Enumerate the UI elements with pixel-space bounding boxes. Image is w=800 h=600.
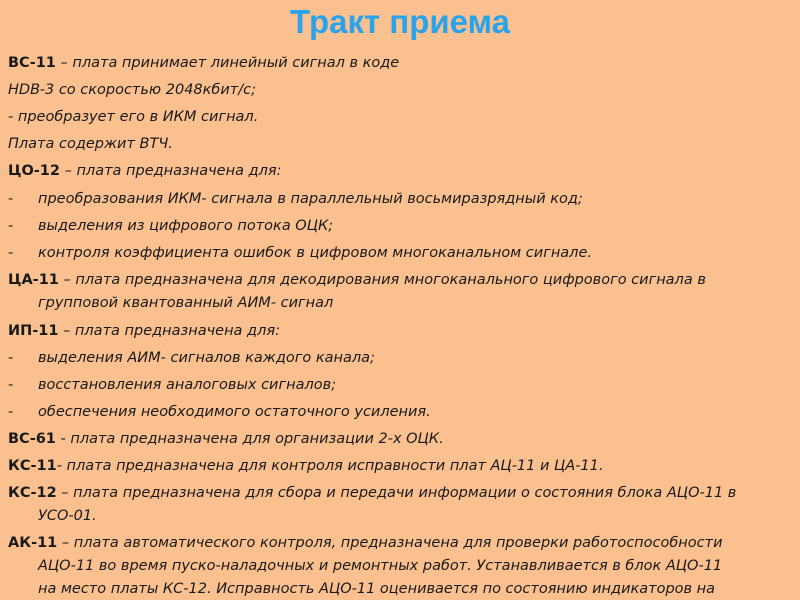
vc61-code: ВС-61: [8, 431, 56, 447]
kc11-code: КС-11: [8, 458, 57, 474]
bullet-dash: -: [8, 218, 14, 234]
vc11-code: ВС-11: [8, 55, 56, 71]
co12-item-3: контроля коэффициента ошибок в цифровом многоканальном сигнале.: [38, 245, 592, 261]
ca11-continuation: групповой квантованный АИМ- сигнал: [38, 295, 334, 311]
co12-code: ЦО-12: [8, 163, 60, 179]
bullet-dash: -: [8, 245, 14, 261]
ca11-line: [8, 270, 706, 290]
kc11-text: - плата предназначена для контроля исправности плат АЦ-11 и ЦА-11.: [56, 458, 604, 474]
co12-text: – плата предназначена для:: [59, 163, 282, 179]
bullet-dash: -: [8, 377, 14, 393]
ca11-text: – плата предназначена для декодирования многоканального цифрового сигнала в: [58, 272, 706, 288]
vc61-text: - плата предназначена для организации 2-х ОЦК.: [55, 431, 444, 447]
vc11-line: [8, 53, 399, 73]
ip11-text: – плата предназначена для:: [58, 323, 280, 339]
bullet-dash: -: [8, 404, 14, 420]
slide-title: Тракт приема: [290, 3, 510, 40]
ip11-item-3: обеспечения необходимого остаточного усиления.: [38, 404, 431, 420]
ca11-code: ЦА-11: [8, 272, 59, 288]
kc11-line: [8, 456, 603, 476]
ip11-code: ИП-11: [8, 323, 59, 339]
ip11-item-2: восстановления аналоговых сигналов;: [38, 377, 337, 393]
ak11-continuation-2: на место платы КС-12. Исправность АЦО-11 оценивается по состоянию индикаторов на: [38, 581, 716, 597]
co12-item-1: преобразования ИКМ- сигнала в параллельный восьмиразрядный код;: [38, 191, 583, 207]
bullet-dash: -: [8, 350, 14, 366]
ak11-continuation-1: АЦО-11 во время пуско-наладочных и ремонтных работ. Устанавливается в блок АЦО-11: [38, 558, 723, 574]
vc11-text: – плата принимает линейный сигнал в коде: [55, 55, 400, 71]
ip11-line: [8, 321, 280, 341]
ak11-code: АК-11: [8, 535, 58, 551]
ak11-line: [8, 533, 723, 553]
ak11-text: – плата автоматического контроля, предназначена для проверки работоспособности: [57, 535, 723, 551]
kc12-code: КС-12: [8, 485, 57, 501]
convert-line: - преобразует его в ИКМ сигнал.: [8, 109, 259, 125]
kc12-line: [8, 483, 736, 503]
co12-line: [8, 161, 281, 181]
ip11-item-1: выделения АИМ- сигналов каждого канала;: [38, 350, 375, 366]
kc12-continuation: УСО-01.: [38, 508, 97, 524]
bullet-dash: -: [8, 191, 14, 207]
hdb-line: HDB-3 со скоростью 2048кбит/с;: [8, 82, 256, 98]
vc61-line: [8, 429, 444, 449]
kc12-text: – плата предназначена для сбора и передачи информации о состояния блока АЦО-11 в: [56, 485, 737, 501]
co12-item-2: выделения из цифрового потока ОЦК;: [38, 218, 334, 234]
vtch-line: Плата содержит ВТЧ.: [8, 136, 173, 152]
